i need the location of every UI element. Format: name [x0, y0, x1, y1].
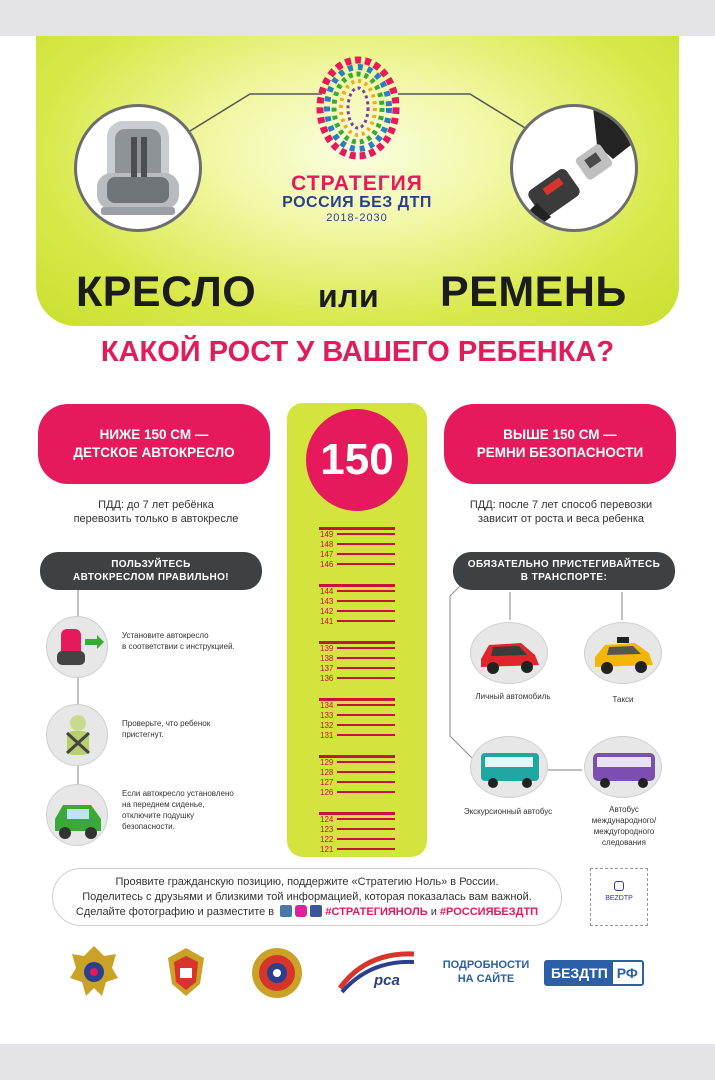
step1-seat-icon [46, 616, 108, 678]
ruler-tick-label: 147 [320, 550, 334, 559]
taxi-label: Такси [612, 695, 634, 704]
ruler-tick-label: 148 [320, 540, 334, 549]
word-kreslo: КРЕСЛО [76, 268, 257, 316]
share-line3 [53, 905, 561, 920]
word-remen: РЕМЕНЬ [440, 268, 627, 316]
facebook-icon[interactable] [310, 905, 322, 917]
ruler-tick-label: 127 [320, 778, 334, 787]
more-info-text [440, 958, 532, 986]
ruler-tick-label: 137 [320, 664, 334, 673]
step1-line2: в соответствии с инструкцией. [122, 642, 235, 651]
step1-line1: Установите автокресло [122, 631, 209, 640]
above-150-pill [444, 404, 676, 484]
strategy-title: СТРАТЕГИЯ [291, 172, 423, 195]
excursion-bus-label: Экскурсионный автобус [463, 807, 553, 816]
seat-belt-icon [513, 107, 638, 232]
step2-buckle-icon [46, 704, 108, 766]
intercity-line1: Автобус [609, 805, 639, 814]
step3-car-icon [46, 784, 108, 846]
step3-line3: отключите подушку [122, 811, 195, 820]
intercity-bus-label [578, 804, 670, 848]
ruler-tick-label: 133 [320, 711, 334, 720]
ruler-tick-label: 141 [320, 617, 334, 626]
left-rule-text [40, 498, 272, 526]
private-car-icon [470, 622, 548, 684]
step2-text [122, 718, 210, 740]
car-seat-tips-line2: АВТОКРЕСЛОМ ПРАВИЛЬНО! [73, 572, 229, 583]
ruler-tick-label: 128 [320, 768, 334, 777]
instagram-qr-icon [614, 881, 624, 891]
right-rule-line2: зависит от роста и веса ребенка [477, 513, 645, 525]
share-line3-prefix: Сделайте фотографию и разместите в [75, 906, 275, 918]
height-question: КАКОЙ РОСТ У ВАШЕГО РЕБЕНКА? [100, 336, 615, 368]
site-link[interactable] [544, 960, 644, 986]
ruler-tick-label: 144 [320, 587, 334, 596]
traffic-police-emblem-icon [250, 944, 304, 1002]
more-info-line2: НА САЙТЕ [457, 973, 515, 985]
share-line1: Проявите гражданскую позицию, поддержите «Стратегию Ноль» в России. [115, 876, 499, 888]
step3-line2: на переднем сиденье, [122, 800, 205, 809]
vk-icon[interactable] [280, 905, 292, 917]
above-150-line1: ВЫШЕ 150 СМ — [503, 427, 617, 442]
below-150-line1: НИЖЕ 150 СМ — [99, 427, 209, 442]
share-line2: Поделитесь с друзьями и близкими той информацией, которая показалась вам важной. [82, 891, 532, 903]
strategy-zero-logo-icon [312, 56, 404, 160]
ruler-tick-label: 122 [320, 835, 334, 844]
ruler-tick-label: 143 [320, 597, 334, 606]
car-seat-illustration [74, 104, 202, 232]
buckle-up-line2: В ТРАНСПОРТЕ: [520, 572, 608, 583]
ruler-tick-label: 123 [320, 825, 334, 834]
intercity-line3: междугородного [593, 827, 655, 836]
poster [0, 36, 715, 1044]
site-suffix: РФ [613, 962, 642, 984]
ministry-emblem-icon [66, 942, 122, 1000]
right-rule-text [436, 498, 686, 526]
above-150-line2: РЕМНИ БЕЗОПАСНОСТИ [476, 445, 644, 460]
hashtag-russia-no-accidents[interactable]: #РОССИЯБЕЗДТП [439, 906, 539, 918]
qr-code[interactable] [590, 868, 648, 926]
private-car-label: Личный автомобиль [475, 692, 551, 701]
qr-label: BEZDTP [605, 895, 633, 902]
step1-text [122, 630, 235, 652]
car-seat-icon [77, 107, 202, 232]
education-emblem-icon [160, 944, 212, 1000]
step3-line4: безопасности. [122, 822, 175, 831]
ruler-tick-label: 134 [320, 701, 334, 710]
step3-text [122, 788, 234, 832]
car-seat-tips-header [40, 552, 262, 590]
ruler-tick-label: 138 [320, 654, 334, 663]
taxi-icon [584, 622, 662, 684]
ruler-tick-label: 149 [320, 530, 334, 539]
car-seat-tips-line1: ПОЛЬЗУЙТЕСЬ [111, 559, 191, 570]
hashtag-strategy-zero[interactable]: #СТРАТЕГИЯНОЛЬ [325, 906, 428, 918]
ruler-tick-label: 131 [320, 731, 334, 740]
rsa-logo-text: рса [374, 972, 400, 989]
ruler-tick-label: 146 [320, 560, 334, 569]
instagram-icon[interactable] [295, 905, 307, 917]
ruler-ticks [287, 526, 427, 856]
buckle-up-line1: ОБЯЗАТЕЛЬНО ПРИСТЕГИВАЙТЕСЬ [467, 559, 661, 570]
ruler-tick-label: 121 [320, 845, 334, 854]
seat-belt-illustration [510, 104, 638, 232]
intercity-bus-icon [584, 736, 662, 798]
intercity-line4: следования [602, 838, 646, 847]
left-rule-line1: ПДД: до 7 лет ребёнка [98, 499, 214, 511]
site-main: БЕЗДТП [546, 962, 613, 984]
share-message-box [52, 868, 562, 926]
step2-line2: пристегнут. [122, 730, 164, 739]
left-rule-line2: перевозить только в автокресле [73, 513, 239, 525]
right-rule-line1: ПДД: после 7 лет способ перевозки [469, 499, 653, 511]
below-150-line2: ДЕТСКОЕ АВТОКРЕСЛО [73, 445, 235, 460]
step2-line1: Проверьте, что ребенок [122, 719, 211, 728]
ruler-tick-label: 136 [320, 674, 334, 683]
strategy-subtitle: РОССИЯ БЕЗ ДТП [282, 194, 432, 211]
ruler-tick-label: 139 [320, 644, 334, 653]
and-text: и [430, 906, 437, 918]
ruler-tick-label: 124 [320, 815, 334, 824]
strategy-years: 2018-2030 [326, 212, 388, 224]
ruler-tick-label: 132 [320, 721, 334, 730]
word-ili: или [318, 278, 380, 314]
ruler-tick-label: 142 [320, 607, 334, 616]
intercity-line2: международного/ [591, 816, 657, 825]
excursion-bus-icon [470, 736, 548, 798]
ruler-tick-label: 129 [320, 758, 334, 767]
ruler-150-badge: 150 [306, 409, 408, 511]
step3-line1: Если автокресло установлено [122, 789, 234, 798]
more-info-line1: ПОДРОБНОСТИ [442, 959, 530, 971]
below-150-pill [38, 404, 270, 484]
ruler-tick-label: 126 [320, 788, 334, 797]
